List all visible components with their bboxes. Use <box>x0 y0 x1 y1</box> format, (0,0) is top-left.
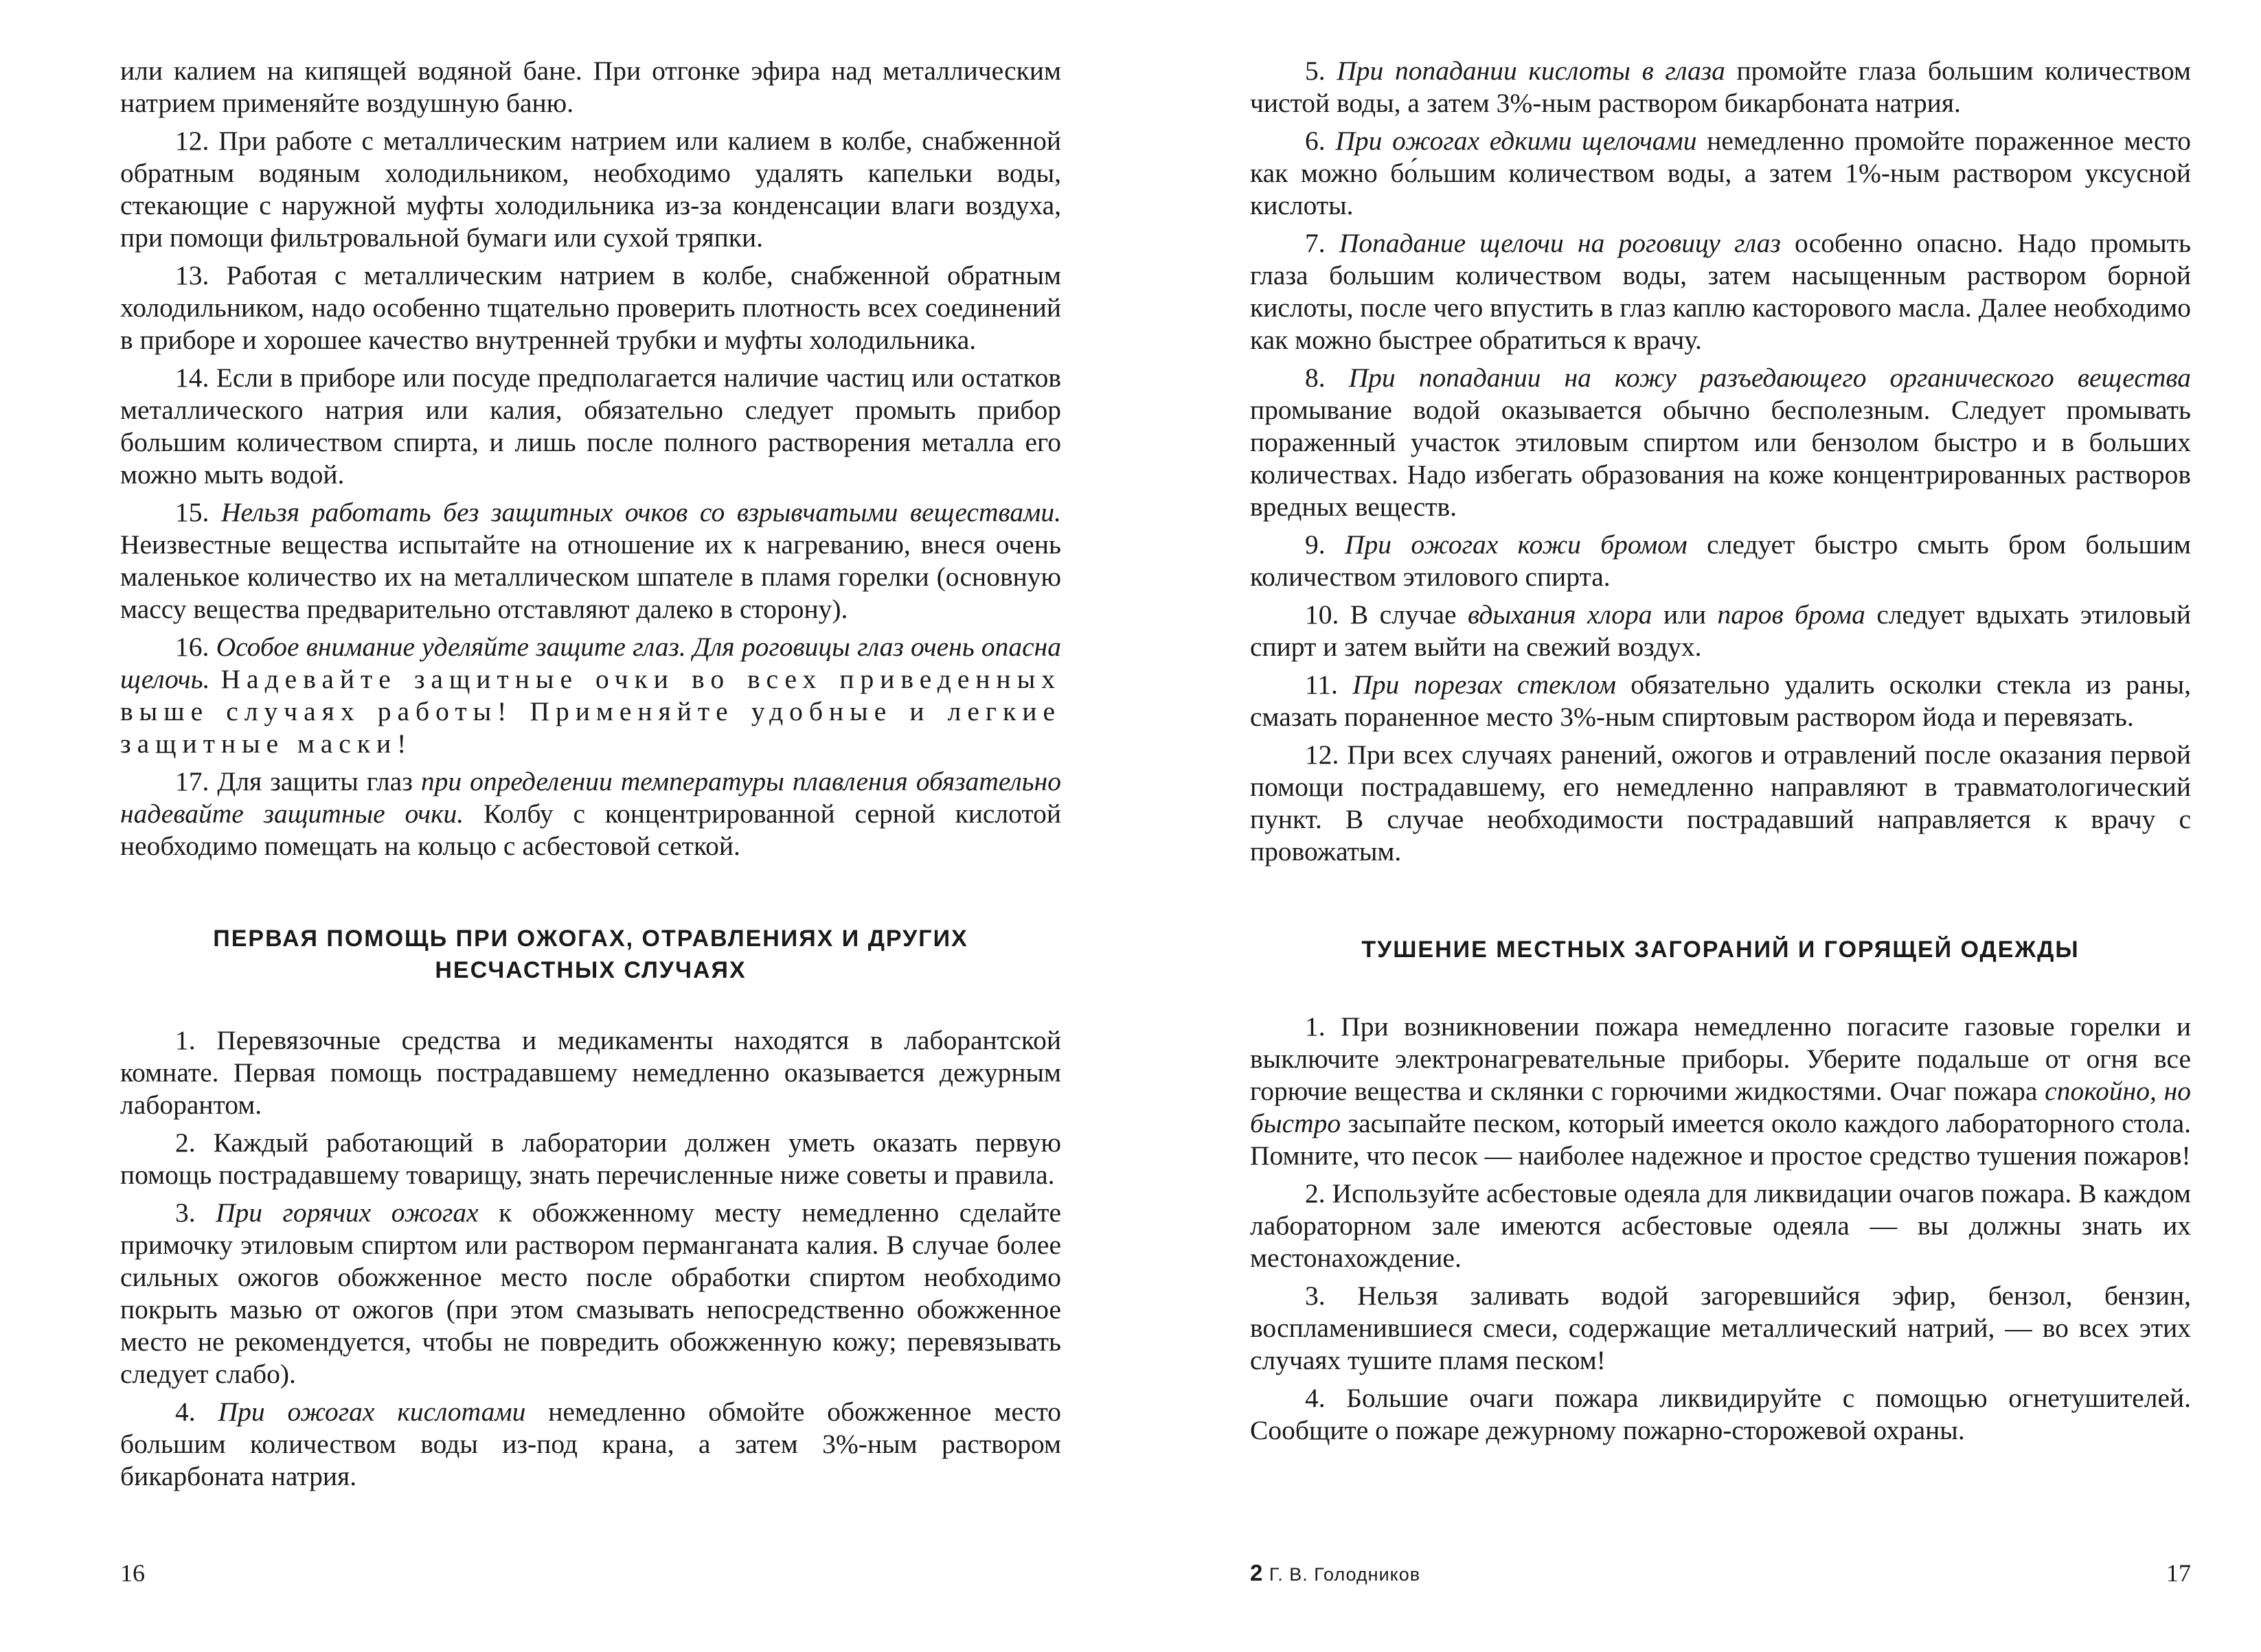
first-aid-2: 2. Каждый работающий в лаборатории должен уметь оказать первую помощь пострадавшему товарищу, знать перечисленные ниже советы и правила. <box>120 1127 1061 1190</box>
rule-13: 13. Работая с металлическим натрием в колбе, снабженной обратным холодильником, надо особенно тщательно проверить плотность всех соединений в приборе и хорошее качество внутренней трубки и муфты холодильника. <box>120 260 1061 355</box>
first-aid-5-italic: При попадании кислоты в глаза <box>1337 56 1725 86</box>
first-aid-6-italic: При ожогах едкими щелочами <box>1335 126 1697 156</box>
first-aid-9 <box>1250 529 2191 593</box>
first-aid-6-text: немедленно промойте пораженное место как можно бо́льшим количеством воды, а затем 1%-ным раствором уксусной кислоты. <box>1250 126 2192 220</box>
rule-16-italic: Особое внимание уделяйте защите глаз. Для роговицы глаз очень опасна щелочь. <box>120 632 1062 694</box>
first-aid-5 <box>1250 55 2191 119</box>
first-aid-3-number: 3. <box>175 1197 196 1228</box>
fire-3: 3. Нельзя заливать водой загоревшийся эфир, бензол, бензин, воспламенившиеся смеси, содержащие металлический натрий, — во всех этих случаях тушите пламя песком! <box>1250 1281 2191 1375</box>
first-aid-9-number: 9. <box>1305 529 1326 560</box>
fire-1-start: 1. При возникновении пожара немедленно погасите газовые горелки и выключите электронагревательные приборы. Уберите подальше от огня все горючие вещества и склянки с горючими жидкостями. Очаг пожара <box>1250 1011 2191 1106</box>
fire-1 <box>1250 1011 2191 1172</box>
continuation-paragraph: или калием на кипящей водяной бане. При отгонке эфира над металлическим натрием применяйте воздушную баню. <box>120 56 1061 118</box>
first-aid-7-text: особенно опасно. Надо промыть глаза большим количеством воды, затем насыщенным раствором борной кислоты, после чего впустить в глаз каплю касторового масла. Далее необходимо как можно быстрее обратиться к врачу. <box>1250 228 2192 355</box>
fire-1-text: засыпайте песком, который имеется около каждого лабораторного стола. Помните, что песок — наиболее надежное и простое средство тушения пожаров! <box>1250 1108 2191 1171</box>
fire-heading: ТУШЕНИЕ МЕСТНЫХ ЗАГОРАНИЙ И ГОРЯЩЕЙ ОДЕЖДЫ <box>1361 937 2080 963</box>
first-aid-10 <box>1250 599 2191 663</box>
first-aid-3-text: к обожженному месту немедленно сделайте примочку этиловым спиртом или раствором перманганата калия. В случае более сильных ожогов обожженное место после обработки спиртом необходимо покрыть мазью от ожогов (при этом смазывать непосредственно обожженное место не рекомендуется, чтобы не повредить обожженную кожу; перевязывать следует слабо). <box>120 1197 1062 1389</box>
first-aid-6 <box>1250 125 2191 222</box>
footer-signature <box>1250 1560 1420 1586</box>
rule-17-start: 17. Для защиты глаз <box>175 766 413 796</box>
first-aid-7-number: 7. <box>1305 228 1326 258</box>
rule-14: 14. Если в приборе или посуде предполагается наличие частиц или остатков металлического натрия или калия, обязательно следует промыть прибор большим количеством спирта, и лишь после полного растворения металла его можно мыть водой. <box>120 363 1061 490</box>
first-aid-8-italic: При попадании на кожу разъедающего органического вещества <box>1348 363 2191 393</box>
first-aid-11 <box>1250 669 2191 733</box>
first-aid-9-italic: При ожогах кожи бромом <box>1344 529 1688 560</box>
first-aid-4 <box>120 1396 1061 1493</box>
first-aid-4-italic: При ожогах кислотами <box>218 1397 526 1427</box>
first-aid-12: 12. При всех случаях ранений, ожогов и отравлений после оказания первой помощи пострадавшему, его немедленно направляют в травматологический пункт. В случае необходимости пострадавший направляется к врачу с провожатым. <box>1250 739 2191 867</box>
first-aid-10-mid: или <box>1663 599 1706 630</box>
first-aid-5-text: промойте глаза большим количеством чистой воды, а затем 3%-ным раствором бикарбоната натрия. <box>1250 56 2192 118</box>
rule-15-number: 15. <box>175 497 209 527</box>
first-aid-8 <box>1250 362 2191 523</box>
first-aid-7-italic: Попадание щелочи на роговицу глаз <box>1339 228 1781 258</box>
first-aid-6-number: 6. <box>1305 126 1326 156</box>
first-aid-5-number: 5. <box>1305 56 1326 86</box>
rule-12: 12. При работе с металлическим натрием или калием в колбе, снабженной обратным водяным холодильником, необходимо удалять капельки воды, стекающие с наружной муфты холодильника из-за конденсации влаги воздуха, при помощи фильтровальной бумаги или сухой тряпки. <box>120 126 1061 253</box>
fire-4: 4. Большие очаги пожара ликвидируйте с помощью огнетушителей. Сообщите о пожаре дежурному пожарно-сторожевой охраны. <box>1250 1383 2191 1445</box>
first-aid-10-text: следует вдыхать этиловый спирт и затем выйти на свежий воздух. <box>1250 599 2192 662</box>
rule-17-text: Колбу с концентрированной серной кислотой необходимо помещать на кольцо с асбестовой сеткой. <box>120 799 1061 861</box>
left-page <box>120 55 1061 1600</box>
first-aid-10-start: 10. В случае <box>1305 599 1457 630</box>
rule-16 <box>120 631 1061 760</box>
first-aid-4-text: немедленно обмойте обожженное место большим количеством воды из-под крана, а затем 3%-ным раствором бикарбоната натрия. <box>120 1397 1061 1491</box>
signature-text: Г. В. Голодников <box>1269 1564 1421 1585</box>
first-aid-10-italic-1: вдыхания хлора <box>1468 599 1652 630</box>
rule-16-number: 16. <box>175 632 209 662</box>
first-aid-3 <box>120 1197 1061 1390</box>
first-aid-3-italic: При горячих ожогах <box>216 1197 479 1228</box>
page-number: 16 <box>120 1559 145 1587</box>
rule-17-italic: при определении температуры плавления обязательно надевайте защитные очки. <box>120 766 1062 829</box>
first-aid-heading: ПЕРВАЯ ПОМОЩЬ ПРИ ОЖОГАХ, ОТРАВЛЕНИЯХ И ДРУГИХ НЕСЧАСТНЫХ СЛУЧАЯХ <box>213 926 968 983</box>
rule-15-text: Неизвестные вещества испытайте на отношение их к нагреванию, внеся очень маленькое количество их на металлическом шпателе в пламя горелки (основную массу вещества предварительно отставляют далеко в сторону). <box>120 529 1061 624</box>
rule-16-spaced: Надевайте защитные очки во всех приведенных выше случаях работы! Применяйте удобные и легкие защитные маски! <box>120 664 1061 759</box>
right-page <box>1250 55 2191 1600</box>
first-aid-4-number: 4. <box>175 1397 196 1427</box>
first-aid-10-italic-2: паров брома <box>1717 599 1865 630</box>
page-number: 17 <box>2166 1559 2191 1587</box>
first-aid-8-number: 8. <box>1305 363 1326 393</box>
fire-1-italic: спокойно, но быстро <box>1250 1076 2192 1138</box>
signature-mark: 2 <box>1250 1560 1264 1585</box>
rule-17 <box>120 766 1061 862</box>
first-aid-11-number: 11. <box>1305 669 1338 700</box>
fire-2: 2. Используйте асбестовые одеяла для ликвидации очагов пожара. В каждом лабораторном зале имеются асбестовые одеяла — вы должны знать их местонахождение. <box>1250 1178 2191 1273</box>
first-aid-11-italic: При порезах стеклом <box>1352 669 1616 700</box>
first-aid-7 <box>1250 227 2191 356</box>
rule-15 <box>120 496 1061 626</box>
first-aid-1: 1. Перевязочные средства и медикаменты находятся в лаборантской комнате. Первая помощь пострадавшему немедленно оказывается дежурным лаборантом. <box>120 1025 1061 1120</box>
first-aid-11-text: обязательно удалить осколки стекла из раны, смазать пораненное место 3%-ным спиртовым раствором йода и перевязать. <box>1250 669 2191 732</box>
first-aid-9-text: следует быстро смыть бром большим количеством этилового спирта. <box>1250 529 2192 592</box>
rule-15-italic: Нельзя работать без защитных очков со взрывчатыми веществами. <box>221 497 1062 527</box>
first-aid-8-text: промывание водой оказывается обычно бесполезным. Следует промывать пораженный участок этиловым спиртом или бензолом быстро и в больших количествах. Надо избегать образования на коже концентрированных растворов вредных веществ. <box>1250 395 2191 522</box>
